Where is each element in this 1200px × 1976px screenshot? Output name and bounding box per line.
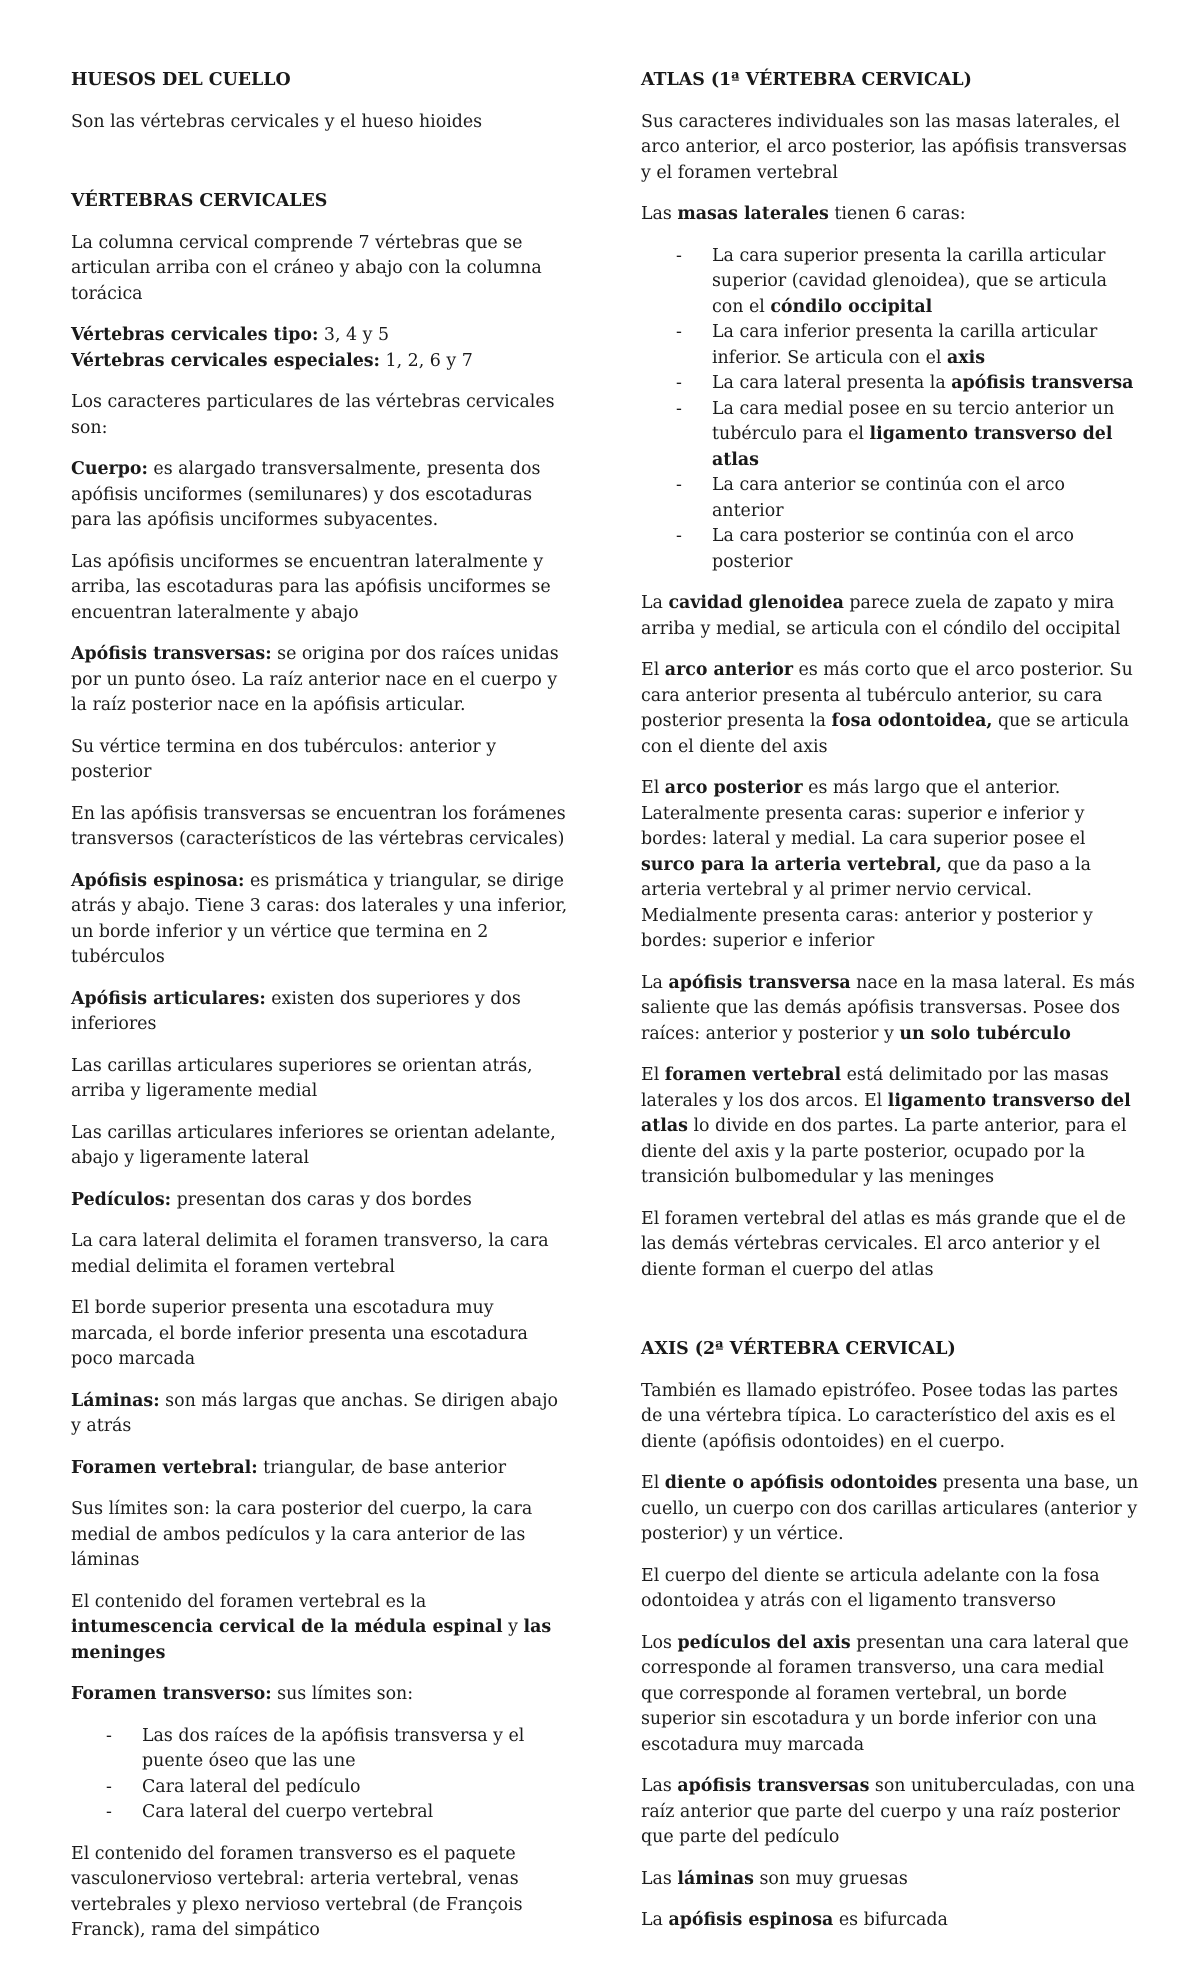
foramen-transverso-list bbox=[71, 1724, 571, 1826]
list-item: - La cara medial posee en su tercio anterior un tubérculo para el ligamento transverso del atlas bbox=[676, 398, 1115, 470]
list-item-text: La cara lateral presenta la bbox=[712, 373, 952, 393]
foramenes-text: En las apófisis transversas se encuentran los forámenes transversos (característicos de las vértebras cervicales) bbox=[71, 803, 566, 849]
foramen-atlas-paragraph bbox=[641, 1063, 1141, 1191]
laminas-paragraph bbox=[71, 1389, 571, 1440]
masas-paragraph bbox=[641, 202, 1141, 228]
left-column bbox=[71, 68, 571, 1944]
pediculos-axis-paragraph bbox=[641, 1631, 1141, 1759]
huesos-intro: Son las vértebras cervicales y el hueso hioides bbox=[71, 111, 483, 132]
masas-list bbox=[641, 244, 1141, 576]
espinosa-axis-b: apófisis espinosa bbox=[668, 1910, 834, 1930]
pediculos-paragraph bbox=[71, 1188, 571, 1214]
axis-heading: AXIS (2ª VÉRTEBRA CERVICAL) bbox=[641, 1339, 956, 1359]
carillas-superiores-text: Las carillas articulares superiores se orientan atrás, arriba y ligeramente medial bbox=[71, 1055, 533, 1101]
espinosa-paragraph bbox=[71, 869, 571, 971]
list-item: - La cara posterior se continúa con el arco posterior bbox=[676, 526, 1074, 572]
atlas-heading: ATLAS (1ª VÉRTEBRA CERVICAL) bbox=[641, 70, 972, 90]
especiales-value: 1, 2, 6 y 7 bbox=[379, 350, 473, 371]
cuerpo-text: es alargado transversalmente, presenta dos apófisis unciformes (semilunares) y dos escotaduras para las apófisis unciformes subyacentes. bbox=[71, 459, 541, 530]
borde-superior-text: El borde superior presenta una escotadura muy marcada, el borde inferior presenta una escotadura poco marcada bbox=[71, 1298, 528, 1369]
arco-anterior-a: El bbox=[641, 660, 665, 680]
axis-transversas-a: Las bbox=[641, 1776, 678, 1796]
list-item-bold: axis bbox=[946, 347, 986, 368]
diente-b: diente o apófisis odontoides bbox=[664, 1473, 938, 1493]
diente-c: presenta una base, un cuello, un cuerpo con dos carillas articulares (anterior y posterior) y un vértice. bbox=[641, 1473, 1139, 1544]
espinosa-text: es prismática y triangular, se dirige atrás y abajo. Tiene 3 caras: dos laterales y una inferior, un borde inferior y un vértice que termina en 2 tubérculos bbox=[71, 870, 568, 967]
foramen-atlas-b: foramen vertebral bbox=[664, 1065, 842, 1085]
atlas-intro: Sus caracteres individuales son las masas laterales, el arco anterior, el arco posterior, las apófisis transversas y el foramen vertebral bbox=[641, 111, 1127, 183]
list-item-bold: ligamento transverso del atlas bbox=[712, 424, 1113, 470]
right-column bbox=[641, 68, 1141, 1934]
vertice-text: Su vértice termina en dos tubérculos: anterior y posterior bbox=[71, 736, 497, 782]
axis-transversas-b: apófisis transversas bbox=[677, 1776, 870, 1796]
list-item: - Cara lateral del pedículo bbox=[106, 1776, 361, 1797]
list-item: - La cara inferior presenta la carilla articular inferior. Se articula con el axis bbox=[676, 322, 1098, 368]
laminas-axis-paragraph bbox=[641, 1867, 1141, 1893]
list-item-text: Cara lateral del cuerpo vertebral bbox=[142, 1802, 434, 1822]
cavidad-c: parece zuela de zapato y mira arriba y medial, se articula con el cóndilo del occipital bbox=[641, 593, 1121, 639]
arco-posterior-c: es más largo que el anterior. Lateralmente presenta caras: superior e inferior y bordes: lateral y medial. La cara superior posee el bbox=[641, 778, 1086, 849]
foramen-vertebral-paragraph bbox=[71, 1456, 571, 1482]
arco-posterior-d: surco para la arteria vertebral, bbox=[641, 854, 942, 875]
laminas-axis-a: Las bbox=[641, 1868, 678, 1889]
masas-b: masas laterales bbox=[677, 204, 829, 224]
foramen-vertebral-text: triangular, de base anterior bbox=[257, 1457, 507, 1478]
arco-anterior-b: arco anterior bbox=[664, 660, 794, 680]
foramen-atlas-c: está delimitado por las masas laterales y los dos arcos. El bbox=[641, 1065, 1109, 1111]
pediculos-axis-a: Los bbox=[641, 1632, 678, 1653]
contenido-b: intumescencia cervical de la médula espinal bbox=[71, 1617, 503, 1637]
list-item-bold: apófisis transversa bbox=[951, 373, 1134, 393]
axis-transversas-c: son unituberculadas, con una raíz anterior que parte del cuerpo y una raíz posterior que parte del pedículo bbox=[641, 1776, 1135, 1847]
arco-posterior-e: que da paso a la arteria vertebral y al primer nervio cervical. bbox=[641, 854, 1091, 900]
carillas-inferiores-text: Las carillas articulares inferiores se orientan adelante, abajo y ligeramente lateral bbox=[71, 1122, 556, 1168]
list-item-text: La cara superior presenta la carilla articular superior (cavidad glenoidea), que se articula con el bbox=[712, 245, 1108, 317]
transversa-a: La bbox=[641, 972, 669, 993]
articulares-text: existen dos superiores y dos inferiores bbox=[71, 988, 521, 1034]
transversa-c: nace en la masa lateral. Es más saliente que las demás apófisis transversas. Posee dos raíces: anterior y posterior y bbox=[641, 972, 1135, 1044]
arco-posterior-b: arco posterior bbox=[664, 778, 803, 798]
pediculos-axis-c: presentan una cara lateral que corresponde al foramen transverso, una cara medial que corresponde al foramen vertebral, un borde superior sin escotadura y un borde inferior con una escotadura muy marcada bbox=[641, 1632, 1129, 1755]
contenido-a: El contenido del foramen vertebral es la bbox=[71, 1591, 427, 1612]
foramen-transverso-text: sus límites son: bbox=[271, 1684, 414, 1704]
cavidad-paragraph bbox=[641, 591, 1141, 642]
arco-anterior-d: fosa odontoidea, bbox=[831, 711, 993, 731]
list-item-text: La cara medial posee en su tercio anterior un tubérculo para el bbox=[712, 398, 1115, 444]
limites-text: Sus límites son: la cara posterior del cuerpo, la cara medial de ambos pedículos y la cara anterior de las láminas bbox=[71, 1499, 533, 1570]
tipo-line bbox=[71, 323, 571, 374]
espinosa-axis-a: La bbox=[641, 1910, 669, 1930]
foramen-grande-text: El foramen vertebral del atlas es más grande que el de las demás vértebras cervicales. El arco anterior y el diente forman el cuerpo del atlas bbox=[641, 1208, 1126, 1280]
pediculos-label: Pedículos: bbox=[71, 1189, 172, 1210]
foramen-vertebral-label: Foramen vertebral: bbox=[71, 1457, 258, 1478]
contenido-d: las meninges bbox=[71, 1617, 552, 1663]
espinosa-axis-paragraph bbox=[641, 1908, 1141, 1934]
huesos-heading: HUESOS DEL CUELLO bbox=[71, 70, 291, 90]
diente-a: El bbox=[641, 1473, 665, 1493]
contenido-transverso-text: El contenido del foramen transverso es el paquete vasculonervioso vertebral: arteria vertebral, venas vertebrales y plexo nervioso vertebral (de François Franck), rama del simpático bbox=[71, 1843, 523, 1940]
espinosa-axis-c: es bifurcada bbox=[833, 1910, 948, 1930]
list-item: - Cara lateral del cuerpo vertebral bbox=[106, 1802, 434, 1822]
list-item-text: Las dos raíces de la apófisis transversa y el puente óseo que las une bbox=[142, 1725, 525, 1771]
axis-intro: También es llamado epistrófeo. Posee todas las partes de una vértebra típica. Lo característico del axis es el diente (apófisis odontoides) en el cuerpo. bbox=[641, 1380, 1118, 1452]
laminas-text: son más largas que anchas. Se dirigen abajo y atrás bbox=[71, 1390, 558, 1436]
foramen-transverso-label: Foramen transverso: bbox=[71, 1684, 272, 1704]
cuerpo-label: Cuerpo: bbox=[71, 459, 148, 479]
unciformes-text: Las apófisis unciformes se encuentran lateralmente y arriba, las escotaduras para las apófisis unciformes se encuentran lateralmente y abajo bbox=[71, 551, 551, 623]
arco-posterior-f: Medialmente presenta caras: anterior y posterior y bordes: superior e inferior bbox=[641, 905, 1093, 951]
arco-anterior-c: es más corto que el arco posterior. Su cara anterior presenta al tubérculo anterior, su cara posterior presenta la bbox=[641, 660, 1133, 731]
axis-transversas-paragraph bbox=[641, 1774, 1141, 1851]
cara-lateral-text: La cara lateral delimita el foramen transverso, la cara medial delimita el foramen vertebral bbox=[71, 1231, 549, 1277]
list-item-text: Cara lateral del pedículo bbox=[142, 1776, 361, 1797]
vertebras-intro: La columna cervical comprende 7 vértebras que se articulan arriba con el cráneo y abajo con la columna torácica bbox=[71, 232, 542, 304]
foramen-atlas-a: El bbox=[641, 1065, 665, 1085]
cavidad-b: cavidad glenoidea bbox=[668, 593, 844, 613]
tipo-value: 3, 4 y 5 bbox=[318, 325, 390, 345]
arco-anterior-paragraph bbox=[641, 658, 1141, 760]
laminas-axis-b: láminas bbox=[677, 1868, 754, 1889]
transversa-paragraph bbox=[641, 971, 1141, 1048]
transversa-b: apófisis transversa bbox=[668, 972, 851, 993]
caracteres-text: Los caracteres particulares de las vértebras cervicales son: bbox=[71, 392, 555, 438]
list-item-text: La cara inferior presenta la carilla articular inferior. Se articula con el bbox=[712, 322, 1098, 368]
list-item-text: La cara posterior se continúa con el arco posterior bbox=[712, 526, 1074, 572]
arco-anterior-e: que se articula con el diente del axis bbox=[641, 711, 1130, 757]
list-item-text: La cara anterior se continúa con el arco anterior bbox=[712, 475, 1066, 521]
diente-paragraph bbox=[641, 1471, 1141, 1548]
vertebras-heading: VÉRTEBRAS CERVICALES bbox=[71, 191, 328, 211]
transversa-d: un solo tubérculo bbox=[899, 1023, 1071, 1044]
cavidad-a: La bbox=[641, 593, 669, 613]
list-item: - Las dos raíces de la apófisis transversa y el puente óseo que las une bbox=[106, 1725, 525, 1771]
arco-posterior-paragraph bbox=[641, 776, 1141, 955]
list-item: - La cara superior presenta la carilla articular superior (cavidad glenoidea), que se articula con el cóndilo occipital bbox=[676, 245, 1108, 317]
transversas-paragraph bbox=[71, 642, 571, 719]
articulares-label: Apófisis articulares: bbox=[71, 988, 266, 1009]
laminas-axis-c: son muy gruesas bbox=[753, 1868, 908, 1889]
foramen-atlas-e: lo divide en dos partes. La parte anterior, para el diente del axis y la parte posterior, ocupado por la transición bulbomedular y las meninges bbox=[641, 1116, 1127, 1187]
arco-posterior-a: El bbox=[641, 778, 665, 798]
contenido-c: y bbox=[502, 1617, 524, 1637]
espinosa-label: Apófisis espinosa: bbox=[71, 870, 245, 891]
list-item: - La cara anterior se continúa con el arco anterior bbox=[676, 475, 1066, 521]
tipo-label: Vértebras cervicales tipo: bbox=[71, 325, 319, 345]
pediculos-axis-b: pedículos del axis bbox=[677, 1632, 851, 1653]
laminas-label: Láminas: bbox=[71, 1390, 160, 1411]
masas-a: Las bbox=[641, 204, 678, 224]
especiales-label: Vértebras cervicales especiales: bbox=[71, 350, 380, 371]
transversas-label: Apófisis transversas: bbox=[71, 644, 272, 664]
list-item-bold: cóndilo occipital bbox=[770, 296, 933, 317]
masas-c: tienen 6 caras: bbox=[828, 204, 966, 224]
cuerpo-diente-text: El cuerpo del diente se articula adelante con la fosa odontoidea y atrás con el ligamento transverso bbox=[641, 1565, 1100, 1611]
foramen-atlas-d: ligamento transverso del atlas bbox=[641, 1090, 1131, 1136]
contenido-paragraph bbox=[71, 1590, 571, 1667]
transversas-text: se origina por dos raíces unidas por un punto óseo. La raíz anterior nace en el cuerpo y la raíz posterior nace en la apófisis articular. bbox=[71, 644, 559, 715]
pediculos-text: presentan dos caras y dos bordes bbox=[171, 1189, 472, 1210]
cuerpo-paragraph bbox=[71, 457, 571, 534]
foramen-transverso-paragraph bbox=[71, 1682, 571, 1708]
list-item: - La cara lateral presenta la apófisis transversa bbox=[676, 373, 1134, 393]
articulares-paragraph bbox=[71, 987, 571, 1038]
